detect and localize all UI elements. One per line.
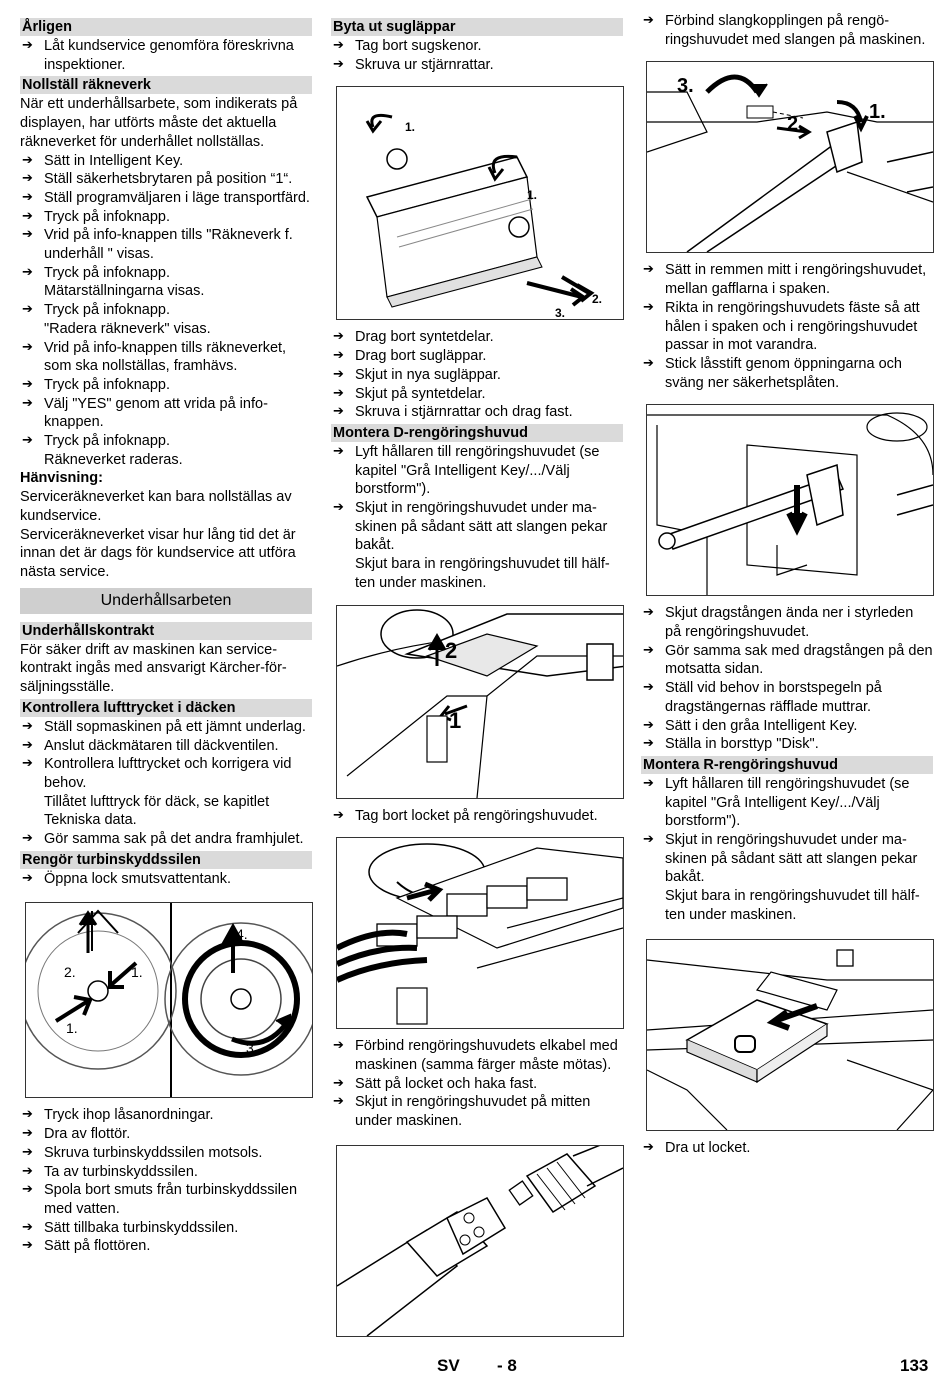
step: ➔ Ställ programväljaren i läge transportfärd. — [20, 189, 312, 208]
turbine-filter-illustration — [25, 902, 313, 1098]
footer-section-page: - 8 — [497, 1356, 517, 1375]
step: ➔ Vrid på info-knappen tills "Räkneverk f. underhåll " visas. — [20, 226, 312, 263]
step: ➔ Tryck ihop låsanordningar. — [20, 1106, 312, 1125]
step: ➔ Sätt tillbaka turbinskyddssilen. — [20, 1219, 312, 1238]
step: ➔ Anslut däckmätaren till däckventilen. — [20, 737, 312, 756]
step: ➔ Tag bort locket på rengöringshuvudet. — [331, 807, 623, 826]
step: ➔ Ställ sopmaskinen på ett jämnt underlag. — [20, 718, 312, 737]
step: ➔ Drag bort sugläppar. — [331, 347, 623, 366]
step: ➔ Lyft hållaren till rengöringshuvudet (se kapitel "Grå Intelligent Key/.../Välj borstform"). — [331, 443, 623, 499]
squeegee-illustration — [336, 86, 624, 320]
label-1: 1. — [869, 101, 886, 124]
step: ➔ Vrid på info-knappen tills räkneverket, som ska nollställas, framhävs. — [20, 339, 312, 376]
step: ➔ Skruva ur stjärnrattar. — [331, 56, 623, 75]
step: ➔ Skjut dragstången ända ner i styrleden på rengöringshuvudet. — [641, 604, 933, 641]
section-heading: Underhållsarbeten — [20, 588, 312, 614]
label-2: 2. — [64, 964, 76, 981]
step: ➔ Lyft hållaren till rengöringshuvudet (se kapitel "Grå Intelligent Key/.../Välj borstform"). — [641, 775, 933, 831]
heading-byta: Byta ut sugläppar — [331, 18, 623, 36]
label-3: 3. — [677, 75, 694, 98]
step: ➔ Sätt i den gråa Intelligent Key. — [641, 717, 933, 736]
hose-coupling-illustration — [336, 1145, 624, 1337]
step: ➔ Sätt på flottören. — [20, 1237, 312, 1256]
label-3: 3. — [555, 306, 566, 320]
label-1: 1. — [131, 964, 143, 981]
result-text: Tillåtet lufttryck för däck, se kapitlet Tekniska data. — [44, 793, 270, 829]
column-1 — [20, 18, 312, 1256]
heading-arligen: Årligen — [20, 18, 312, 36]
note-label: Hänvisning: — [20, 470, 103, 487]
paragraph: För säker drift av maskinen kan servicekontrakt ingås med ansvarigt Kärcher-försäljningsställe. — [20, 641, 287, 696]
heading-kontrakt: Underhållskontrakt — [20, 622, 312, 640]
step: ➔ Förbind rengöringshuvudets elkabel med maskinen (samma färger måste mötas). — [331, 1037, 623, 1074]
step: ➔ Tryck på infoknapp. — [20, 264, 312, 283]
draw-bar-illustration — [646, 404, 934, 596]
step: ➔ Tryck på infoknapp. — [20, 301, 312, 320]
step: ➔ Tryck på infoknapp. — [20, 432, 312, 451]
step: ➔ Skjut in rengöringshuvudet på mitten under maskinen. — [331, 1093, 623, 1130]
heading-nollstall: Nollställ räkneverk — [20, 76, 312, 94]
step: ➔ Tryck på infoknapp. — [20, 376, 312, 395]
step: ➔ Låt kundservice genomföra föreskrivna inspektioner. — [20, 37, 312, 74]
step: ➔ Spola bort smuts från turbinskyddssilen med vatten. — [20, 1181, 312, 1218]
step: ➔ Rikta in rengöringshuvudets fäste så att hålen i spaken och i rengöringshuvudet passar in mot varandra. — [641, 299, 933, 355]
heading-turbin: Rengör turbinskyddssilen — [20, 851, 312, 869]
cable-connect-illustration — [336, 837, 624, 1029]
column-3 — [641, 13, 933, 1157]
label-2: 2. — [592, 292, 603, 307]
step: ➔ Sätt in remmen mitt i rengöringshuvudet, mellan gafflarna i spaken. — [641, 261, 933, 298]
label-2: 2. — [787, 113, 804, 136]
label-1: 1 — [449, 707, 462, 733]
step: ➔ Välj "YES" genom att vrida på infoknappen. — [20, 395, 312, 432]
step: ➔ Dra ut locket. — [641, 1139, 933, 1158]
heading-montera-r: Montera R-rengöringshuvud — [641, 756, 933, 774]
column-2 — [331, 18, 623, 1345]
result-text: Skjut bara in rengöringshuvudet till hälften under maskinen. — [665, 888, 920, 923]
result-text: "Radera räkneverk" visas. — [44, 320, 211, 337]
step: ➔ Ta av turbinskyddssilen. — [20, 1163, 312, 1182]
step: ➔ Öppna lock smutsvattentank. — [20, 870, 312, 889]
step: ➔ Skjut in rengöringshuvudet under maskinen på sådant sätt att slangen pekar bakåt. — [331, 499, 623, 555]
step: ➔ Stick låsstift genom öppningarna och sväng ner säkerhetsplåten. — [641, 355, 933, 392]
label-1: 1. — [527, 188, 538, 203]
step: ➔ Drag bort syntetdelar. — [331, 328, 623, 347]
result-text: Mätarställningarna visas. — [44, 283, 205, 300]
result-text: Räkneverket raderas. — [44, 451, 183, 468]
step: ➔ Dra av flottör. — [20, 1125, 312, 1144]
step: ➔ Gör samma sak med dragstången på den motsatta sidan. — [641, 642, 933, 679]
label-1: 1. — [405, 120, 416, 135]
step: ➔ Skruva turbinskyddssilen motsols. — [20, 1144, 312, 1163]
step: ➔ Skruva i stjärnrattar och drag fast. — [331, 403, 623, 422]
label-4: 4. — [236, 926, 248, 943]
heading-montera-d: Montera D-rengöringshuvud — [331, 424, 623, 442]
heading-lufttryck: Kontrollera lufttrycket i däcken — [20, 699, 312, 717]
r-head-lid-illustration — [646, 939, 934, 1131]
step: ➔ Ställ säkerhetsbrytaren på position “1“. — [20, 170, 312, 189]
step: ➔ Kontrollera lufttrycket och korrigera vid behov. — [20, 755, 312, 792]
strap-illustration — [646, 61, 934, 253]
step: ➔ Ställa in borsttyp "Disk". — [641, 735, 933, 754]
step: ➔ Sätt på locket och haka fast. — [331, 1075, 623, 1094]
step: ➔ Ställ vid behov in borstspegeln på dragstängernas räfflade muttrar. — [641, 679, 933, 716]
note-text: Serviceräkneverket kan bara nollställas av kundservice. — [20, 489, 292, 524]
step: ➔ Skjut in rengöringshuvudet under maskinen på sådant sätt att slangen pekar bakåt. — [641, 831, 933, 887]
note-text: Serviceräkneverket visar hur lång tid det är innan det är dags för kundservice att utföra nästa service. — [20, 526, 296, 580]
step: ➔ Gör samma sak på det andra framhjulet. — [20, 830, 312, 849]
step: ➔ Tryck på infoknapp. — [20, 208, 312, 227]
label-2: 2 — [445, 637, 458, 663]
label-3: 3. — [246, 1040, 258, 1057]
step: ➔ Skjut på syntetdelar. — [331, 385, 623, 404]
footer-language: SV — [437, 1356, 460, 1375]
lid-removal-illustration — [336, 605, 624, 799]
paragraph: När ett underhållsarbete, som indikerats på displayen, har utförts måste det aktuella räkneverket för underhållet nollställas. — [20, 96, 298, 150]
footer-page-number: 133 — [900, 1356, 929, 1375]
step: ➔ Skjut in nya sugläppar. — [331, 366, 623, 385]
result-text: Skjut bara in rengöringshuvudet till hälften under maskinen. — [355, 556, 610, 591]
step: ➔ Tag bort sugskenor. — [331, 37, 623, 56]
step: ➔ Förbind slangkopplingen på rengöringshuvudet med slangen på maskinen. — [641, 12, 933, 49]
step: ➔ Sätt in Intelligent Key. — [20, 152, 312, 171]
label-1: 1. — [66, 1020, 78, 1037]
